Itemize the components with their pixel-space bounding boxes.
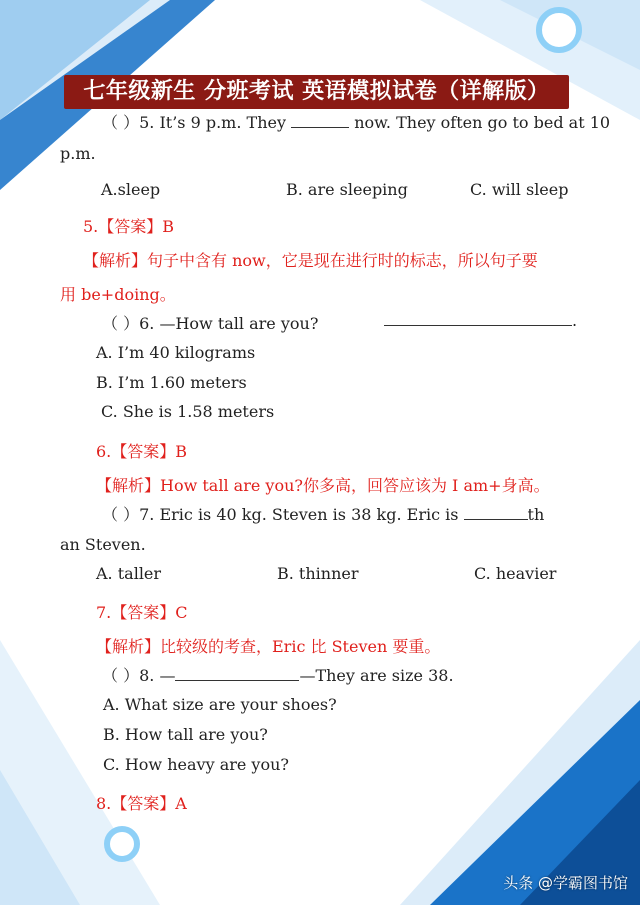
page-title: 七年级新生 分班考试 英语模拟试卷（详解版） xyxy=(83,79,550,104)
q8-option-b: B. How tall are you? xyxy=(103,725,268,744)
q6-option-b: B. I’m 1.60 meters xyxy=(96,373,247,392)
ring-decoration-top-right xyxy=(536,7,582,53)
q5-explain-line-1: 【解析】句子中含有 now，它是现在进行时的标志，所以句子要 xyxy=(83,251,538,270)
q6-stem: 6. —How tall are you? xyxy=(139,314,319,333)
q8-stem-a: 8. — xyxy=(139,666,176,685)
q7-option-b: B. thinner xyxy=(277,564,359,583)
q6-blank xyxy=(384,311,572,326)
q6-answer: 6.【答案】B xyxy=(96,442,188,461)
q5-stem-a: 5. It’s 9 p.m. They xyxy=(139,113,286,132)
q7-paren: （ ） xyxy=(102,505,140,524)
q6-end: . xyxy=(572,311,578,330)
q5-option-b: B. are sleeping xyxy=(286,180,408,199)
q5-blank xyxy=(291,113,349,128)
q7-stem-a: 7. Eric is 40 kg. Steven is 38 kg. Eric is xyxy=(139,505,459,524)
q7-stem-c: an Steven. xyxy=(60,535,146,554)
watermark: 头条 @学霸图书馆 xyxy=(503,874,628,892)
q5-option-c: C. will sleep xyxy=(470,180,569,199)
q7-explain: 【解析】比较级的考查，Eric 比 Steven 要重。 xyxy=(96,637,441,656)
q8-option-a: A. What size are your shoes? xyxy=(103,695,337,714)
q6-stem-line xyxy=(102,311,318,334)
q6-answer-line xyxy=(384,311,577,330)
q7-option-c: C. heavier xyxy=(474,564,557,583)
q6-option-c: C. She is 1.58 meters xyxy=(101,402,275,421)
q8-paren: （ ） xyxy=(102,666,140,685)
q6-explain: 【解析】How tall are you?你多高，回答应该为 I am+身高。 xyxy=(96,476,550,495)
q5-stem-line xyxy=(102,110,610,133)
q6-option-a: A. I’m 40 kilograms xyxy=(96,343,256,362)
q7-blank xyxy=(464,505,528,520)
q5-stem-c: p.m. xyxy=(60,144,96,163)
q5-answer: 5.【答案】B xyxy=(83,217,175,236)
q8-option-c: C. How heavy are you? xyxy=(103,755,289,774)
q7-option-a: A. taller xyxy=(96,564,162,583)
q8-stem-line xyxy=(102,663,454,686)
q5-stem-b: now. They often go to bed at 10 xyxy=(354,113,611,132)
ring-decoration-bottom-left xyxy=(104,826,140,862)
q7-answer: 7.【答案】C xyxy=(96,603,188,622)
q6-paren: （ ） xyxy=(102,314,140,333)
q8-stem-b: —They are size 38. xyxy=(299,666,454,685)
q5-paren: （ ） xyxy=(102,113,140,132)
q7-stem-line xyxy=(102,502,544,525)
q5-option-a: A.sleep xyxy=(101,180,161,199)
q5-explain-line-2: 用 be+doing。 xyxy=(60,285,176,304)
q8-blank xyxy=(175,666,299,681)
q7-stem-b: th xyxy=(527,505,545,524)
q8-answer: 8.【答案】A xyxy=(96,794,187,813)
